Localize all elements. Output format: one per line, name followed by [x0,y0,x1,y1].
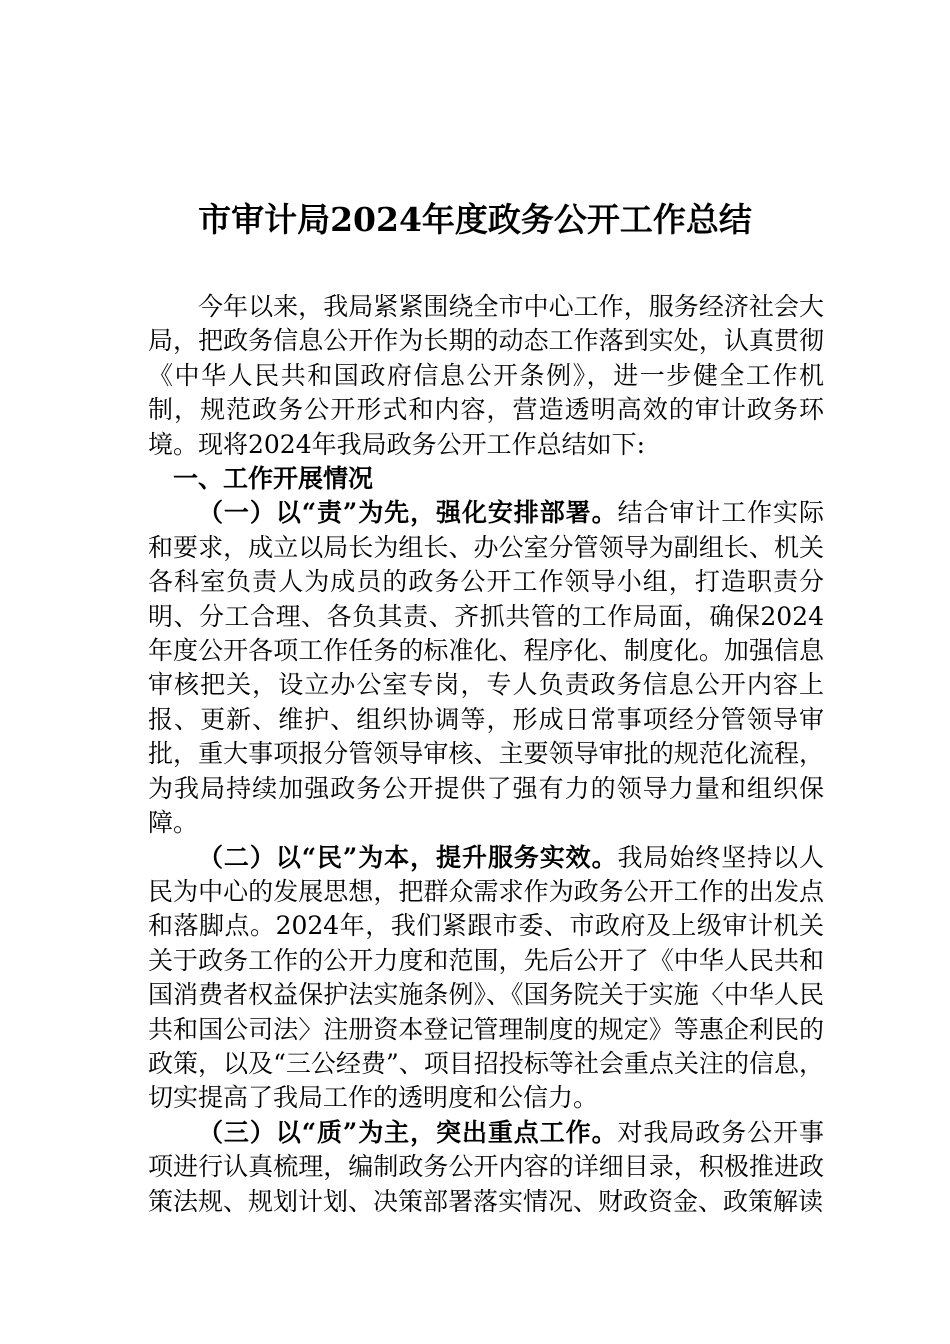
item-text-people: 我局始终坚持以人民为中心的发展思想，把群众需求作为政务公开工作的出发点和落脚点。2024年，我们紧跟市委、市政府及上级审计机关关于政务工作的公开力度和范围，先后公开了《中华人民共和国消费者权益保护法实施条例》、《国务院关于实施〈中华人民共和国公司法〉注册资本登记管理制度的规定》等惠企利民的政策，以及“三公经费”、项目招投标等社会重点关注的信息，切实提高了我局工作的透明度和公信力。 [148,842,824,1113]
intro-paragraph: 今年以来，我局紧紧围绕全市中心工作，服务经济社会大局，把政务信息公开作为长期的动态工作落到实处，认真贯彻《中华人民共和国政府信息公开条例》，进一步健全工作机制，规范政务公开形式和内容，营造透明高效的审计政务环境。现将2024年我局政务公开工作总结如下: [148,292,824,459]
section-heading-work-status: 一、工作开展情况 [173,464,374,494]
item-lead-people: （二）以“民”为本，提升服务实效。 [198,842,618,872]
document-title: 市审计局2024年度政务公开工作总结 [198,200,752,239]
item-paragraph-quality [148,1116,824,1219]
item-text-responsibility: 结合审计工作实际和要求，成立以局长为组长、办公室分管领导为副组长、机关各科室负责人为成员的政务公开工作领导小组，打造职责分明、分工合理、各负其责、齐抓共管的工作局面，确保2024年度公开各项工作任务的标准化、程序化、制度化。加强信息审核把关，设立办公室专岗，专人负责政务信息公开内容上报、更新、维护、组织协调等，形成日常事项经分管领导审批，重大事项报分管领导审核、主要领导审批的规范化流程，为我局持续加强政务公开提供了强有力的领导力量和组织保障。 [148,498,824,838]
item-text-quality: 对我局政务公开事项进行认真梳理，编制政务公开内容的详细目录，积极推进政策法规、规划计划、决策部署落实情况、财政资金、政策解读 [148,1117,824,1216]
item-paragraph-people [148,841,824,1116]
item-lead-quality: （三）以“质”为主，突出重点工作。 [198,1117,618,1147]
document-body [148,290,824,1219]
item-paragraph-responsibility [148,496,824,840]
item-lead-responsibility: （一）以“责”为先，强化安排部署。 [198,498,618,528]
